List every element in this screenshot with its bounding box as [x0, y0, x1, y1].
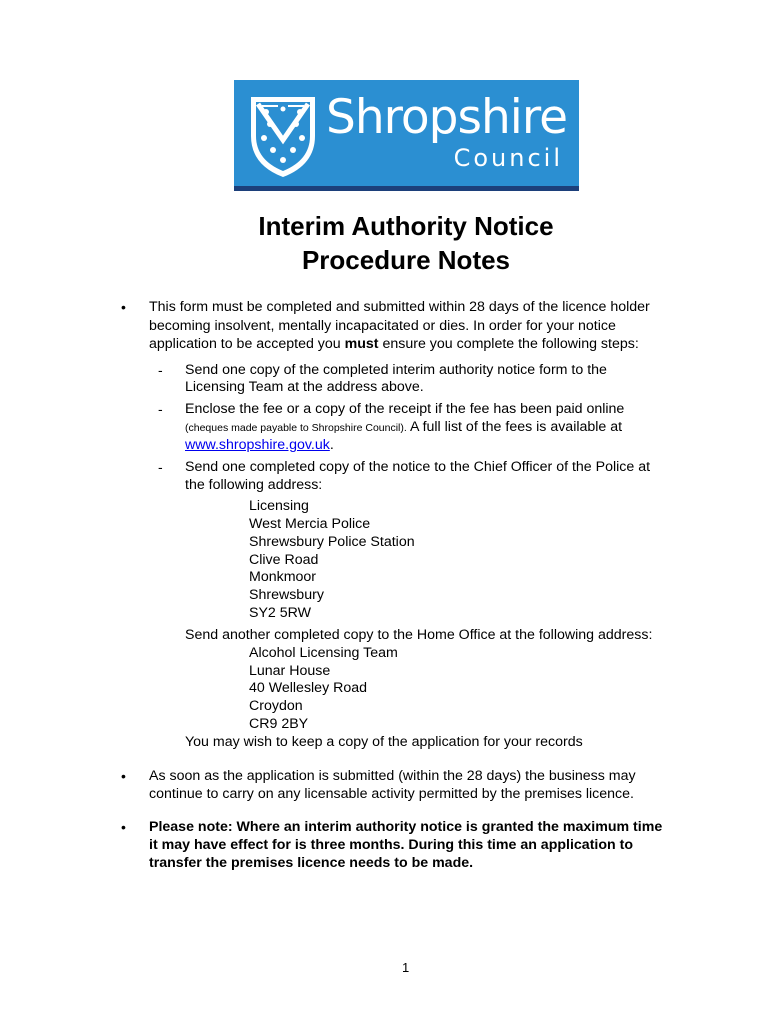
- home-office-address-line: Croydon: [249, 698, 303, 714]
- dash-marker: -: [158, 459, 163, 475]
- police-address-line: Clive Road: [249, 552, 319, 568]
- logo-subtitle: Council: [453, 144, 563, 172]
- intro-line-2: becoming insolvent, mentally incapacitated or dies. In order for your notice: [149, 318, 616, 334]
- police-address-line: Monkmoor: [249, 569, 317, 585]
- police-address-line: SY2 5RW: [249, 605, 312, 621]
- bullet-2-line-2: continue to carry on any licensable activity permitted by the premises licence.: [149, 786, 634, 802]
- bullet-marker: •: [121, 768, 126, 784]
- step-2-line-2: (cheques made payable to Shropshire Council). A full list of the fees is available at: [185, 419, 623, 435]
- step-3-line-1: Send one completed copy of the notice to the Chief Officer of the Police at: [185, 459, 651, 475]
- page-number: 1: [402, 960, 410, 975]
- home-office-address-line: Alcohol Licensing Team: [249, 645, 398, 661]
- intro-line-3: application to be accepted you must ensure you complete the following steps:: [149, 336, 639, 352]
- shield-crest-icon: [248, 92, 318, 178]
- police-address-line: Shrewsbury Police Station: [249, 534, 415, 550]
- keep-copy-note: You may wish to keep a copy of the application for your records: [185, 734, 583, 750]
- intro-line-1: This form must be completed and submitted within 28 days of the licence holder: [149, 299, 650, 315]
- dash-marker: -: [158, 401, 163, 417]
- step-2-line-1: Enclose the fee or a copy of the receipt if the fee has been paid online: [185, 401, 625, 417]
- logo-name: Shropshire: [326, 90, 568, 145]
- dash-marker: -: [158, 362, 163, 378]
- page-subtitle: Procedure Notes: [301, 245, 511, 275]
- bullet-3-line-3: transfer the premises licence needs to be made.: [149, 855, 474, 871]
- home-office-intro: Send another completed copy to the Home Office at the following address:: [185, 627, 653, 643]
- step-1-line-1: Send one copy of the completed interim authority notice form to the: [185, 362, 607, 378]
- must-emphasis: must: [344, 336, 379, 352]
- shropshire-website-link[interactable]: www.shropshire.gov.uk: [185, 437, 330, 453]
- police-address-line: Shrewsbury: [249, 587, 324, 603]
- police-address-line: West Mercia Police: [249, 516, 371, 532]
- bullet-marker: •: [121, 299, 126, 315]
- police-address-line: Licensing: [249, 498, 309, 514]
- bullet-3-line-1: Please note: Where an interim authority notice is granted the maximum time: [149, 819, 663, 835]
- shropshire-council-logo: [234, 80, 579, 191]
- bullet-2-line-1: As soon as the application is submitted (within the 28 days) the business may: [149, 768, 636, 784]
- home-office-address-line: 40 Wellesley Road: [249, 680, 368, 696]
- page-title: Interim Authority Notice: [258, 211, 554, 241]
- cheques-note: (cheques made payable to Shropshire Council).: [185, 422, 407, 434]
- home-office-address-line: Lunar House: [249, 663, 331, 679]
- step-2-line-3: www.shropshire.gov.uk.: [185, 437, 334, 453]
- bullet-3-line-2: it may have effect for is three months. During this time an application to: [149, 837, 634, 853]
- home-office-address-line: CR9 2BY: [249, 716, 309, 732]
- bullet-marker: •: [121, 819, 126, 835]
- step-3-line-2: the following address:: [185, 477, 323, 493]
- step-1-line-2: Licensing Team at the address above.: [185, 379, 424, 395]
